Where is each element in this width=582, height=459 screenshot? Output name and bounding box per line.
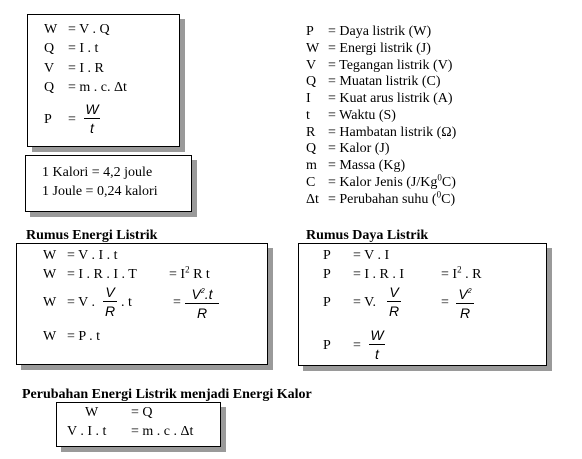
formula-q-lhs: Q [44, 41, 55, 56]
energy-formulas-box [16, 243, 268, 365]
fraction-numerator: W [85, 101, 99, 117]
alt-suffix: R t [189, 267, 210, 282]
fraction-bar [369, 344, 385, 345]
energy-r4-rhs: = P . t [67, 329, 101, 344]
legend-desc-text: = Kalor Jenis (J/Kg [328, 175, 438, 190]
legend-desc-superscript: 0 [437, 172, 442, 183]
fraction-bar [185, 303, 219, 304]
energy-r3-tail: . t [121, 295, 132, 310]
energy-r2-rhs: = I . R . I . T [67, 267, 137, 282]
fraction-numerator [185, 284, 219, 302]
legend-desc-text: = Perubahan suhu ( [328, 192, 437, 207]
power-r2-alt [441, 264, 482, 283]
fraction-denominator: t [90, 120, 94, 136]
numerator-base: V [458, 286, 468, 302]
energy-r3-alt-fraction [185, 284, 219, 321]
legend-symbol: m [306, 158, 317, 173]
numerator-tail: .t [204, 286, 213, 302]
alt-prefix: = I [169, 267, 186, 282]
power-r3-lhs: P [323, 295, 331, 310]
energy-r3-lhs: W [43, 295, 57, 310]
alt-prefix: = I [441, 267, 458, 282]
power-r1-lhs: P [323, 248, 331, 263]
power-r3-alt-eq: = [441, 295, 449, 310]
legend-symbol: W [306, 41, 320, 56]
energy-r2-alt [169, 264, 210, 283]
energy-r3-fraction [103, 284, 117, 319]
power-r2-lhs: P [323, 267, 331, 282]
fraction-bar [84, 118, 100, 119]
conversion-joule: 1 Joule = 0,24 kalori [42, 184, 158, 199]
fraction-denominator: R [196, 305, 208, 321]
power-r4-fraction [369, 327, 385, 362]
legend-symbol: R [306, 125, 316, 140]
heat-section-title: Perubahan Energi Listrik menjadi Energi Kalor [22, 387, 312, 402]
fraction-numerator: V [389, 284, 399, 300]
legend-symbol: V [306, 58, 317, 73]
squared-superscript: 2 [185, 264, 190, 275]
legend-desc-superscript: 0 [436, 189, 442, 200]
fraction-bar [456, 303, 474, 304]
formula-p-fraction [84, 101, 100, 136]
legend-symbol: P [306, 24, 314, 39]
fraction-bar [103, 301, 117, 302]
energy-r3-eq: = V . [67, 295, 95, 310]
power-r4-eq: = [353, 338, 361, 353]
energy-section-title: Rumus Energi Listrik [26, 228, 158, 243]
formula-w-rhs: = V . Q [68, 22, 110, 37]
legend-description: = Energi listrik (J) [328, 41, 431, 56]
heat-r2-rhs: = m . c . Δt [131, 424, 194, 439]
formula-q-rhs: = I . t [68, 41, 99, 56]
conversion-box [25, 155, 192, 212]
basic-formulas-box [27, 14, 180, 147]
energy-r2-lhs: W [43, 267, 57, 282]
fraction-numerator [456, 284, 474, 302]
legend-description: = Massa (Kg) [328, 158, 406, 173]
fraction-numerator: V [105, 284, 115, 300]
fraction-denominator: R [459, 305, 471, 321]
power-r4-lhs: P [323, 338, 331, 353]
power-r3-alt-fraction [456, 284, 474, 321]
legend-desc-tail: C) [441, 175, 456, 190]
legend-symbol: Q [306, 141, 317, 156]
legend-symbol: t [306, 108, 310, 123]
power-r3-eq: = V. [353, 295, 376, 310]
power-section-title: Rumus Daya Listrik [306, 228, 429, 243]
formula-v-rhs: = I . R [68, 61, 104, 76]
squared-superscript: 2 [467, 288, 472, 295]
legend-description: = Kalor (J) [328, 141, 390, 156]
legend-description: = Muatan listrik (C) [328, 74, 441, 89]
formula-w-lhs: W [44, 22, 58, 37]
alt-suffix: . R [461, 267, 482, 282]
formula-v-lhs: V [44, 61, 55, 76]
fraction-denominator: R [104, 303, 116, 319]
fraction-bar [387, 301, 401, 302]
legend-description: = Tegangan listrik (V) [328, 58, 453, 73]
legend-description [328, 189, 456, 208]
energy-r1-lhs: W [43, 248, 57, 263]
fraction-denominator: R [388, 303, 400, 319]
legend-symbol: C [306, 175, 316, 190]
energy-r1-rhs: = V . I . t [67, 248, 118, 263]
legend-symbol: Δt [306, 192, 319, 207]
heat-r1-rhs: = Q [131, 405, 153, 420]
power-r1-rhs: = V . I [353, 248, 390, 263]
power-r3-fraction [387, 284, 401, 319]
power-r2-rhs: = I . R . I [353, 267, 405, 282]
formula-heat-lhs: Q [44, 80, 55, 95]
legend-desc-tail: C) [441, 192, 456, 207]
legend-symbol: Q [306, 74, 317, 89]
squared-superscript: 2 [200, 288, 205, 295]
energy-r4-lhs: W [43, 329, 57, 344]
heat-r1-lhs: W [85, 405, 99, 420]
numerator-base: V [191, 286, 201, 302]
formula-heat-rhs: = m . c. Δt [68, 80, 127, 95]
legend-description: = Waktu (S) [328, 108, 396, 123]
fraction-numerator: W [370, 327, 384, 343]
conversion-kalori: 1 Kalori = 4,2 joule [42, 165, 153, 180]
legend-description: = Daya listrik (W) [328, 24, 432, 39]
squared-superscript: 2 [457, 264, 462, 275]
legend-description: = Kuat arus listrik (A) [328, 91, 453, 106]
heat-formulas-box [56, 402, 221, 447]
formula-p-lhs: P [44, 112, 52, 127]
fraction-denominator: t [375, 346, 379, 362]
power-formulas-box [298, 243, 547, 366]
heat-r2-lhs: V . I . t [67, 424, 107, 439]
legend-description: = Hambatan listrik (Ω) [328, 125, 457, 140]
legend-symbol: I [306, 91, 311, 106]
energy-r3-alt-eq: = [173, 295, 181, 310]
formula-p-eq: = [68, 112, 76, 127]
